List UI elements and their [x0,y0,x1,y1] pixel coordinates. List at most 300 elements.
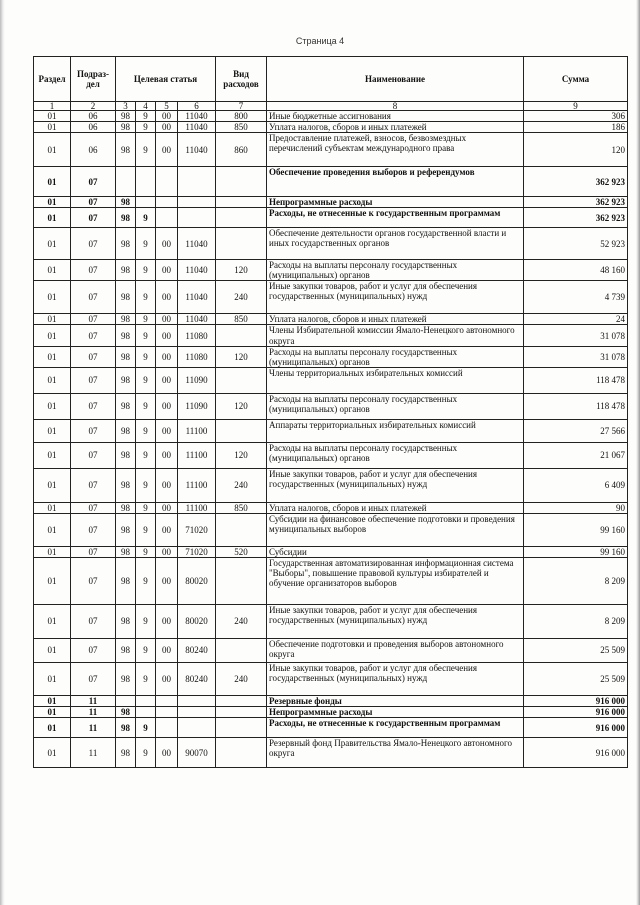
target-program-cell: 98 [116,367,136,393]
target-subprogram-cell [136,197,156,208]
target-group-cell: 00 [156,502,178,513]
item-name-cell: Расходы на выплаты персоналу государственных (муниципальных) органов [267,393,524,419]
table-row [34,122,628,133]
header-target-article: Целевая статья [116,57,216,102]
expense-type-cell [216,513,267,546]
razdel-cell: 01 [34,502,71,513]
amount-cell: 90 [524,502,628,513]
target-subprogram-cell: 9 [136,502,156,513]
item-name-cell: Члены территориальных избирательных комиссий [267,367,524,393]
target-program-cell: 98 [116,197,136,208]
target-program-cell: 98 [116,513,136,546]
table-row [34,346,628,367]
target-direction-cell [178,167,216,197]
razdel-cell: 01 [34,718,71,738]
header-razdel: Раздел [34,57,71,102]
target-program-cell: 98 [116,228,136,260]
table-row [34,367,628,393]
table-row [34,604,628,638]
amount-cell: 31 078 [524,325,628,346]
item-name-cell: Резервные фонды [267,695,524,706]
expense-type-cell: 850 [216,502,267,513]
target-subprogram-cell: 9 [136,718,156,738]
amount-cell: 916 000 [524,695,628,706]
target-group-cell: 00 [156,133,178,167]
razdel-cell: 01 [34,314,71,325]
razdel-cell: 01 [34,228,71,260]
razdel-cell: 01 [34,695,71,706]
expense-type-cell [216,638,267,662]
target-subprogram-cell: 9 [136,738,156,768]
podrazdel-cell: 07 [71,208,116,228]
expense-type-cell: 240 [216,468,267,502]
expense-type-cell: 800 [216,111,267,122]
target-group-cell [156,707,178,718]
table-row [34,419,628,442]
razdel-cell: 01 [34,281,71,314]
target-group-cell: 00 [156,662,178,695]
table-row [34,314,628,325]
table-body [34,111,628,768]
target-direction-cell [178,707,216,718]
target-direction-cell: 11080 [178,325,216,346]
target-group-cell: 00 [156,468,178,502]
target-subprogram-cell: 9 [136,111,156,122]
target-group-cell: 00 [156,122,178,133]
item-name-cell: Расходы, не отнесенные к государственным программам [267,208,524,228]
table-row [34,468,628,502]
podrazdel-cell: 11 [71,707,116,718]
razdel-cell: 01 [34,662,71,695]
table-row [34,638,628,662]
podrazdel-cell: 07 [71,442,116,468]
amount-cell: 27 566 [524,419,628,442]
target-program-cell: 98 [116,260,136,281]
razdel-cell: 01 [34,197,71,208]
table-row [34,393,628,419]
target-direction-cell: 11090 [178,393,216,419]
razdel-cell: 01 [34,122,71,133]
target-group-cell [156,208,178,228]
razdel-cell: 01 [34,346,71,367]
amount-cell: 118 478 [524,367,628,393]
target-program-cell: 98 [116,718,136,738]
razdel-cell: 01 [34,133,71,167]
column-number: 8 [267,102,524,111]
target-group-cell: 00 [156,393,178,419]
target-program-cell [116,167,136,197]
target-program-cell: 98 [116,707,136,718]
item-name-cell: Иные закупки товаров, работ и услуг для обеспечения государственных (муниципальных) нужд [267,662,524,695]
item-name-cell: Субсидии на финансовое обеспечение подготовки и проведения муниципальных выборов [267,513,524,546]
podrazdel-cell: 07 [71,228,116,260]
podrazdel-cell: 07 [71,197,116,208]
item-name-cell: Непрограммные расходы [267,197,524,208]
amount-cell: 31 078 [524,346,628,367]
razdel-cell: 01 [34,367,71,393]
amount-cell: 52 923 [524,228,628,260]
target-group-cell [156,167,178,197]
target-subprogram-cell: 9 [136,557,156,604]
podrazdel-cell: 11 [71,695,116,706]
expense-type-cell [216,718,267,738]
amount-cell: 306 [524,111,628,122]
header-row [34,57,628,102]
target-group-cell: 00 [156,513,178,546]
razdel-cell: 01 [34,513,71,546]
target-program-cell: 98 [116,346,136,367]
podrazdel-cell: 07 [71,604,116,638]
item-name-cell: Расходы на выплаты персоналу государственных (муниципальных) органов [267,346,524,367]
target-program-cell: 98 [116,122,136,133]
amount-cell: 362 923 [524,197,628,208]
amount-cell: 916 000 [524,707,628,718]
razdel-cell: 01 [34,468,71,502]
column-number: 2 [71,102,116,111]
header-expense-type: Вид расходов [216,57,267,102]
item-name-cell: Члены Избирательной комиссии Ямало-Ненецкого автономного округа [267,325,524,346]
table-row [34,502,628,513]
target-direction-cell: 80020 [178,557,216,604]
podrazdel-cell: 07 [71,367,116,393]
podrazdel-cell: 07 [71,346,116,367]
expense-type-cell [216,197,267,208]
razdel-cell: 01 [34,546,71,557]
column-number: 5 [156,102,178,111]
target-group-cell [156,695,178,706]
item-name-cell: Уплата налогов, сборов и иных платежей [267,502,524,513]
target-program-cell: 98 [116,604,136,638]
target-subprogram-cell [136,167,156,197]
razdel-cell: 01 [34,393,71,419]
column-number: 9 [524,102,628,111]
header-podrazdel: Подраз-дел [71,57,116,102]
amount-cell: 362 923 [524,208,628,228]
target-program-cell: 98 [116,314,136,325]
target-subprogram-cell: 9 [136,393,156,419]
target-group-cell [156,718,178,738]
target-program-cell: 98 [116,638,136,662]
target-subprogram-cell: 9 [136,367,156,393]
target-program-cell: 98 [116,738,136,768]
target-subprogram-cell: 9 [136,314,156,325]
razdel-cell: 01 [34,738,71,768]
expense-type-cell: 120 [216,442,267,468]
amount-cell: 25 509 [524,638,628,662]
target-subprogram-cell: 9 [136,208,156,228]
amount-cell: 25 509 [524,662,628,695]
target-group-cell: 00 [156,604,178,638]
target-direction-cell: 11040 [178,133,216,167]
amount-cell: 99 160 [524,513,628,546]
target-direction-cell [178,197,216,208]
razdel-cell: 01 [34,111,71,122]
target-program-cell: 98 [116,419,136,442]
expense-type-cell: 120 [216,346,267,367]
expense-type-cell: 850 [216,122,267,133]
podrazdel-cell: 07 [71,662,116,695]
expense-type-cell: 240 [216,662,267,695]
target-program-cell: 98 [116,442,136,468]
table-row [34,738,628,768]
target-direction-cell: 71020 [178,513,216,546]
target-direction-cell: 11090 [178,367,216,393]
target-subprogram-cell: 9 [136,604,156,638]
expense-type-cell [216,325,267,346]
amount-cell: 8 209 [524,604,628,638]
item-name-cell: Субсидии [267,546,524,557]
target-group-cell: 00 [156,228,178,260]
razdel-cell: 01 [34,325,71,346]
item-name-cell: Иные бюджетные ассигнования [267,111,524,122]
target-subprogram-cell: 9 [136,281,156,314]
target-subprogram-cell: 9 [136,122,156,133]
item-name-cell: Расходы, не отнесенные к государственным программам [267,718,524,738]
target-program-cell: 98 [116,468,136,502]
target-group-cell: 00 [156,638,178,662]
table-row [34,228,628,260]
amount-cell: 186 [524,122,628,133]
podrazdel-cell: 06 [71,122,116,133]
podrazdel-cell: 07 [71,557,116,604]
item-name-cell: Уплата налогов, сборов и иных платежей [267,314,524,325]
table-row [34,557,628,604]
target-subprogram-cell: 9 [136,638,156,662]
target-subprogram-cell [136,707,156,718]
target-subprogram-cell: 9 [136,546,156,557]
expense-type-cell: 860 [216,133,267,167]
target-subprogram-cell: 9 [136,228,156,260]
item-name-cell: Обеспечение подготовки и проведения выборов автономного округа [267,638,524,662]
target-program-cell: 98 [116,546,136,557]
table-row [34,133,628,167]
target-group-cell [156,197,178,208]
podrazdel-cell: 07 [71,513,116,546]
amount-cell: 4 739 [524,281,628,314]
expense-type-cell [216,208,267,228]
target-subprogram-cell: 9 [136,442,156,468]
expense-type-cell: 850 [216,314,267,325]
amount-cell: 362 923 [524,167,628,197]
amount-cell: 99 160 [524,546,628,557]
target-group-cell: 00 [156,738,178,768]
target-group-cell: 00 [156,546,178,557]
podrazdel-cell: 11 [71,738,116,768]
table-row [34,281,628,314]
razdel-cell: 01 [34,260,71,281]
target-direction-cell: 11100 [178,502,216,513]
target-direction-cell: 80240 [178,638,216,662]
expense-type-cell [216,738,267,768]
razdel-cell: 01 [34,707,71,718]
table-row [34,695,628,706]
podrazdel-cell: 07 [71,393,116,419]
column-number: 6 [178,102,216,111]
target-program-cell: 98 [116,502,136,513]
item-name-cell: Иные закупки товаров, работ и услуг для обеспечения государственных (муниципальных) нужд [267,604,524,638]
target-program-cell: 98 [116,662,136,695]
column-number: 7 [216,102,267,111]
target-direction-cell: 11080 [178,346,216,367]
column-number-row [34,102,628,111]
target-subprogram-cell: 9 [136,260,156,281]
podrazdel-cell: 07 [71,468,116,502]
target-direction-cell: 11100 [178,468,216,502]
table-row [34,546,628,557]
table-row [34,513,628,546]
amount-cell: 8 209 [524,557,628,604]
target-direction-cell: 11040 [178,260,216,281]
target-group-cell: 00 [156,419,178,442]
column-number: 1 [34,102,71,111]
target-subprogram-cell: 9 [136,325,156,346]
target-subprogram-cell [136,695,156,706]
podrazdel-cell: 07 [71,314,116,325]
expense-type-cell: 240 [216,281,267,314]
expense-type-cell: 240 [216,604,267,638]
table-row [34,718,628,738]
target-program-cell: 98 [116,557,136,604]
podrazdel-cell: 07 [71,260,116,281]
page-title: Страница 4 [295,36,345,46]
budget-table [33,56,628,768]
item-name-cell: Государственная автоматизированная информационная система "Выборы", повышение правовой культуры избирателей и обучение организаторов выборов [267,557,524,604]
target-direction-cell: 90070 [178,738,216,768]
expense-type-cell: 520 [216,546,267,557]
scan-edge-left [0,0,5,905]
target-direction-cell: 11100 [178,442,216,468]
amount-cell: 21 067 [524,442,628,468]
table-row [34,197,628,208]
podrazdel-cell: 07 [71,546,116,557]
column-number: 4 [136,102,156,111]
podrazdel-cell: 07 [71,502,116,513]
amount-cell: 916 000 [524,738,628,768]
podrazdel-cell: 07 [71,281,116,314]
amount-cell: 24 [524,314,628,325]
table-row [34,260,628,281]
target-group-cell: 00 [156,346,178,367]
item-name-cell: Аппараты территориальных избирательных комиссий [267,419,524,442]
header-name: Наименование [267,57,524,102]
amount-cell: 916 000 [524,718,628,738]
target-program-cell: 98 [116,281,136,314]
razdel-cell: 01 [34,442,71,468]
item-name-cell: Резервный фонд Правительства Ямало-Ненецкого автономного округа [267,738,524,768]
target-subprogram-cell: 9 [136,468,156,502]
target-program-cell: 98 [116,393,136,419]
podrazdel-cell: 11 [71,718,116,738]
razdel-cell: 01 [34,557,71,604]
amount-cell: 120 [524,133,628,167]
razdel-cell: 01 [34,208,71,228]
amount-cell: 6 409 [524,468,628,502]
target-group-cell: 00 [156,367,178,393]
razdel-cell: 01 [34,638,71,662]
razdel-cell: 01 [34,167,71,197]
target-group-cell: 00 [156,314,178,325]
target-direction-cell: 11040 [178,228,216,260]
target-subprogram-cell: 9 [136,662,156,695]
target-program-cell: 98 [116,208,136,228]
amount-cell: 48 160 [524,260,628,281]
item-name-cell: Расходы на выплаты персоналу государственных (муниципальных) органов [267,260,524,281]
target-direction-cell [178,695,216,706]
target-group-cell: 00 [156,281,178,314]
podrazdel-cell: 07 [71,419,116,442]
target-subprogram-cell: 9 [136,133,156,167]
expense-type-cell [216,367,267,393]
razdel-cell: 01 [34,604,71,638]
target-direction-cell: 11100 [178,419,216,442]
item-name-cell: Непрограммные расходы [267,707,524,718]
target-direction-cell: 80020 [178,604,216,638]
scan-edge-right [636,0,640,905]
target-group-cell: 00 [156,325,178,346]
table-row [34,111,628,122]
expense-type-cell [216,167,267,197]
target-direction-cell: 11040 [178,314,216,325]
target-direction-cell: 80240 [178,662,216,695]
podrazdel-cell: 06 [71,133,116,167]
expense-type-cell [216,695,267,706]
target-program-cell [116,695,136,706]
table-row [34,707,628,718]
expense-type-cell [216,557,267,604]
item-name-cell: Иные закупки товаров, работ и услуг для обеспечения государственных (муниципальных) нужд [267,468,524,502]
expense-type-cell [216,707,267,718]
item-name-cell: Иные закупки товаров, работ и услуг для обеспечения государственных (муниципальных) нужд [267,281,524,314]
target-group-cell: 00 [156,260,178,281]
header-sum: Сумма [524,57,628,102]
target-program-cell: 98 [116,325,136,346]
razdel-cell: 01 [34,419,71,442]
item-name-cell: Обеспечение деятельности органов государственной власти и иных государственных органов [267,228,524,260]
item-name-cell: Уплата налогов, сборов и иных платежей [267,122,524,133]
item-name-cell: Предоставление платежей, взносов, безвозмездных перечислений субъектам международного права [267,133,524,167]
table-row [34,325,628,346]
table-row [34,167,628,197]
target-program-cell: 98 [116,111,136,122]
podrazdel-cell: 07 [71,638,116,662]
expense-type-cell [216,419,267,442]
target-subprogram-cell: 9 [136,346,156,367]
target-direction-cell: 11040 [178,122,216,133]
podrazdel-cell: 07 [71,167,116,197]
table-row [34,442,628,468]
podrazdel-cell: 06 [71,111,116,122]
target-program-cell: 98 [116,133,136,167]
podrazdel-cell: 07 [71,325,116,346]
column-number: 3 [116,102,136,111]
table-row [34,208,628,228]
target-direction-cell [178,718,216,738]
target-group-cell: 00 [156,111,178,122]
table-row [34,662,628,695]
target-subprogram-cell: 9 [136,419,156,442]
target-direction-cell: 11040 [178,111,216,122]
item-name-cell: Расходы на выплаты персоналу государственных (муниципальных) органов [267,442,524,468]
expense-type-cell: 120 [216,260,267,281]
target-direction-cell [178,208,216,228]
target-subprogram-cell: 9 [136,513,156,546]
expense-type-cell [216,228,267,260]
target-direction-cell: 11040 [178,281,216,314]
expense-type-cell: 120 [216,393,267,419]
target-direction-cell: 71020 [178,546,216,557]
amount-cell: 118 478 [524,393,628,419]
target-group-cell: 00 [156,442,178,468]
